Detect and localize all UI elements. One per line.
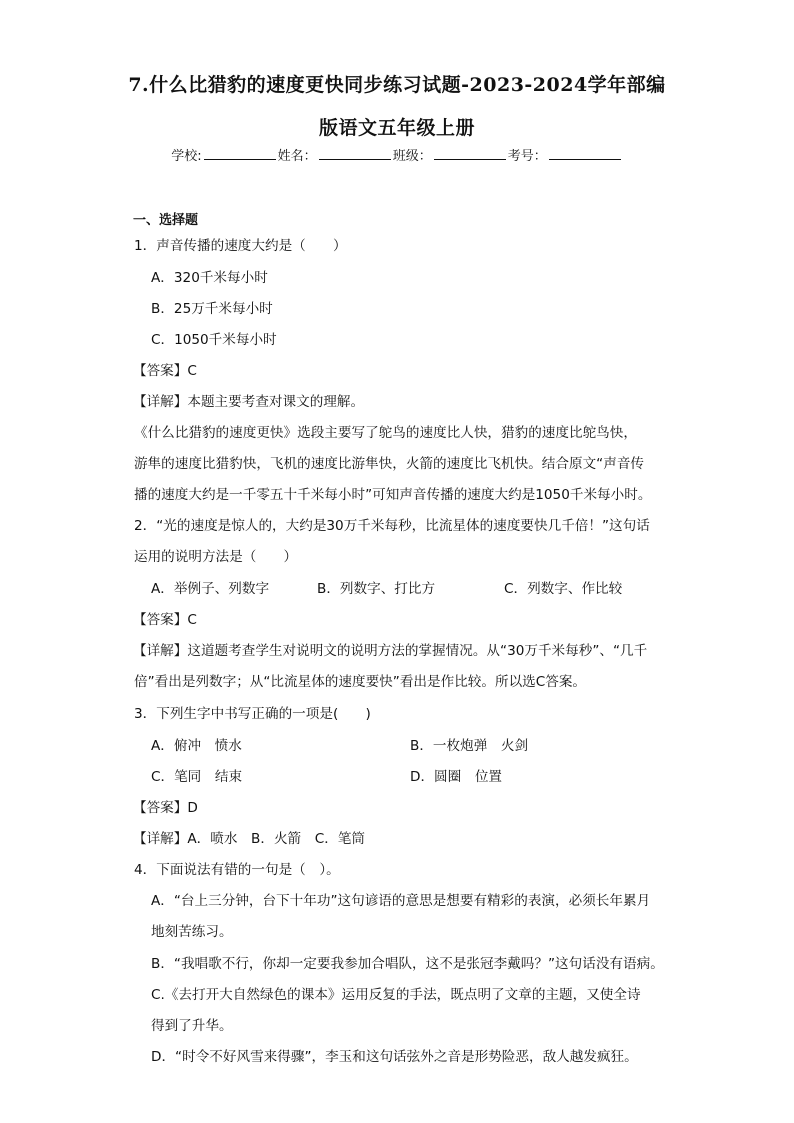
q3-option-d: D．圆圈 位置 — [410, 769, 503, 785]
q3-option-b: B．一枚炮弹 火剑 — [410, 738, 529, 754]
page-title-line2: 版语文五年级上册 — [318, 117, 475, 139]
q3-stem: 3．下列生字中书写正确的一项是( ) — [134, 706, 371, 722]
q1-explain-1: 【详解】本题主要考查对课文的理解。 — [133, 394, 365, 410]
q4-option-a-1: A．“台上三分钟，台下十年功”这句谚语的意思是想要有精彩的表演，必须长年累月 — [151, 893, 651, 909]
q1-explain-2: 《什么比猎豹的速度更快》选段主要写了鸵鸟的速度比人快，猎豹的速度比鸵鸟快， — [134, 425, 637, 441]
q1-option-c: C．1050千米每小时 — [151, 332, 277, 348]
q2-option-b: B．列数字、打比方 — [317, 581, 436, 597]
name-blank — [319, 147, 391, 160]
q3-explain: 【详解】A．喷水 B．火箭 C．笔筒 — [133, 831, 366, 847]
q4-option-c-1: C.《去打开大自然绿色的课本》运用反复的手法，既点明了文章的主题，又使全诗 — [151, 987, 641, 1003]
q2-stem-2: 运用的说明方法是（ ） — [134, 549, 298, 565]
q4-option-c-2: 得到了升华。 — [151, 1018, 233, 1034]
q4-option-a-2: 地刻苦练习。 — [151, 924, 233, 940]
q3-answer: 【答案】D — [133, 800, 198, 816]
id-label: 考号： — [507, 149, 547, 164]
page-title-line1: 7.什么比猎豹的速度更快同步练习试题-2023-2024学年部编 — [128, 74, 666, 96]
name-label: 姓名： — [277, 149, 317, 164]
q1-answer: 【答案】C — [133, 363, 197, 379]
id-blank — [549, 147, 621, 160]
q2-stem-1: 2．“光的速度是惊人的，大约是30万千米每秒，比流星体的速度要快几千倍！”这句话 — [134, 518, 650, 534]
q2-option-c: C．列数字、作比较 — [504, 581, 623, 597]
q4-option-d: D．“时令不好风雪来得骤”，李玉和这句话弦外之音是形势险恶，敌人越发疯狂。 — [151, 1049, 638, 1065]
q4-option-b: B．“我唱歌不行，你却一定要我参加合唱队，这不是张冠李戴吗？”这句话没有语病。 — [151, 956, 664, 972]
q1-explain-3: 游隼的速度比猎豹快，飞机的速度比游隼快，火箭的速度比飞机快。结合原文“声音传 — [134, 456, 645, 472]
class-blank — [434, 147, 506, 160]
q2-answer: 【答案】C — [133, 612, 197, 628]
q2-explain-2: 倍”看出是列数字；从“比流星体的速度要快”看出是作比较。所以选C答案。 — [134, 674, 587, 690]
q2-option-a: A．举例子、列数字 — [151, 581, 270, 597]
q4-stem: 4．下面说法有错的一句是（ ）。 — [134, 862, 340, 878]
q1-option-b: B．25万千米每小时 — [151, 301, 273, 317]
q3-option-a: A．俯冲 愤水 — [151, 738, 242, 754]
q1-stem: 1．声音传播的速度大约是（ ） — [134, 238, 347, 254]
student-info-row — [0, 145, 794, 164]
q3-option-c: C．笔同 结束 — [151, 769, 243, 785]
section-heading: 一、选择题 — [133, 213, 199, 228]
school-label: 学校: — [171, 149, 202, 164]
q1-explain-4: 播的速度大约是一千零五十千米每小时”可知声音传播的速度大约是1050千米每小时。 — [134, 487, 652, 503]
q2-explain-1: 【详解】这道题考查学生对说明文的说明方法的掌握情况。从“30万千米每秒”、“几千 — [133, 643, 648, 659]
class-label: 班级： — [392, 149, 432, 164]
school-blank — [204, 147, 276, 160]
q1-option-a: A．320千米每小时 — [151, 270, 268, 286]
